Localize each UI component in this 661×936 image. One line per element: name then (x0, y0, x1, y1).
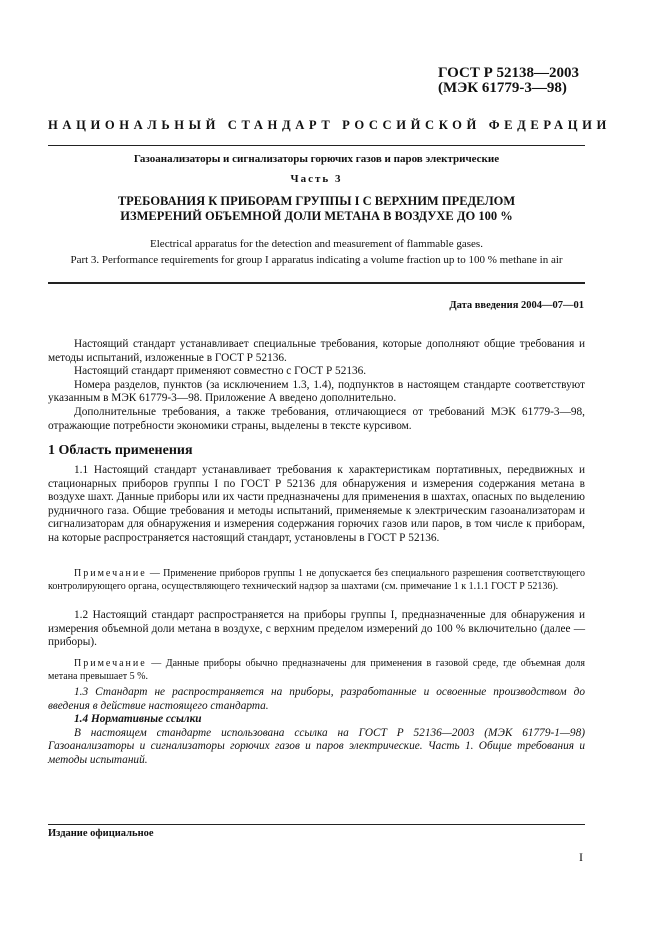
header-divider (48, 145, 585, 146)
part-label: Часть 3 (290, 173, 343, 185)
clause-text: 1.1 Настоящий стандарт устанавливает требования к характеристикам портативных, передвижных и стационарных приборов группы I по ГОСТ Р 52136 для обнаружения и измерения содержания метана в воздухе шахт. Данные приборы или их части предназначены для применения в шахтах, опасных по выделению рудничного газа. Общие требования и методы испытаний, применяемые к электрическим газоанализаторам и сигнализаторам для обнаружения и измерения содержания горючих газов или паров, в том числе к приборам, на которые распространяется настоящий стандарт, установлены в ГОСТ Р 52136. (48, 464, 585, 544)
english-title (40, 236, 593, 268)
clause-1-4-text: В настоящем стандарте использована ссылка на ГОСТ Р 52136—2003 (МЭК 61779-1—98) Газоанализаторы и сигнализаторы горючих газов и паров электрические. Часть 1. Общие требования и методы испытаний. (48, 726, 585, 766)
note-2 (48, 658, 585, 683)
note-label: Примечание (74, 568, 147, 579)
footer-divider (48, 824, 585, 825)
national-standard-banner: НАЦИОНАЛЬНЫЙ СТАНДАРТ РОССИЙСКОЙ ФЕДЕРАЦИИ (48, 118, 611, 132)
note-1 (48, 568, 585, 593)
intro-paragraph: Настоящий стандарт применяют совместно с ГОСТ Р 52136. (74, 365, 367, 378)
document-subtitle: Газоанализаторы и сигнализаторы горючих газов и паров электрические (133, 153, 500, 165)
iec-code: (МЭК 61779-3—98) (437, 80, 567, 96)
gost-code: ГОСТ Р 52138—2003 (437, 65, 579, 81)
standard-code-block (438, 66, 579, 96)
title-divider (48, 282, 585, 284)
official-edition-label: Издание официальное (48, 828, 154, 839)
intro-paragraph: Дополнительные требования, а также требования, отличающиеся от требований МЭК 61779-3—98, отражающие потребности экономики страны, выделены в тексте курсивом. (48, 405, 585, 432)
clause-1-1 (48, 464, 585, 546)
intro-paragraph: Номера разделов, пунктов (за исключением 1.3, 1.4), подпунктов в настоящем стандарте соответствуют указанным в МЭК 61779-3—98. Приложение А введено дополнительно. (48, 378, 585, 405)
title-line: ТРЕБОВАНИЯ К ПРИБОРАМ ГРУППЫ I С ВЕРХНИМ ПРЕДЕЛОМ (117, 194, 516, 208)
title-line: ИЗМЕРЕНИЙ ОБЪЕМНОЙ ДОЛИ МЕТАНА В ВОЗДУХЕ ДО 100 % (120, 209, 513, 223)
clause-1-3-text: 1.3 Стандарт не распространяется на приборы, разработанные и освоенные производством до введения в действие настоящего стандарта. (48, 686, 585, 712)
introduction-date: Дата введения 2004—07—01 (449, 300, 584, 311)
english-title-line: Electrical apparatus for the detection and measurement of flammable gases. (150, 238, 483, 250)
page-number: I (579, 850, 583, 864)
clause-text: 1.2 Настоящий стандарт распространяется на приборы группы I, предназначенные для обнаружения и измерения объемной доли метана в воздухе, с верхним пределом измерений до 100 % включительно (далее — приборы). (48, 609, 585, 649)
note-text: — Данные приборы обычно предназначены для применения в газовой среде, где объемная доля метана превышает 5 %. (48, 658, 585, 682)
intro-paragraph: Настоящий стандарт устанавливает специальные требования, которые дополняют общие требования и методы испытаний, изложенные в ГОСТ Р 52136. (48, 338, 585, 364)
section-heading: 1 Область применения (48, 443, 193, 458)
english-title-line: Part 3. Performance requirements for group I apparatus indicating a volume fraction up to 100 % methane in air (70, 254, 563, 266)
note-label: Примечание (74, 658, 147, 669)
clauses-1-3-1-4 (48, 686, 585, 768)
intro-section (48, 338, 585, 433)
note-text: — Применение приборов группы 1 не допускается без специального разрешения соответствующего контролирующего органа, осуществляющего технический надзор за шахтами (см. примечание 1 к 1.1.1 ГОСТ Р 52136). (48, 568, 585, 592)
document-title (48, 194, 585, 224)
clause-1-4-heading: 1.4 Нормативные ссылки (74, 713, 202, 726)
clause-1-2 (48, 609, 585, 650)
